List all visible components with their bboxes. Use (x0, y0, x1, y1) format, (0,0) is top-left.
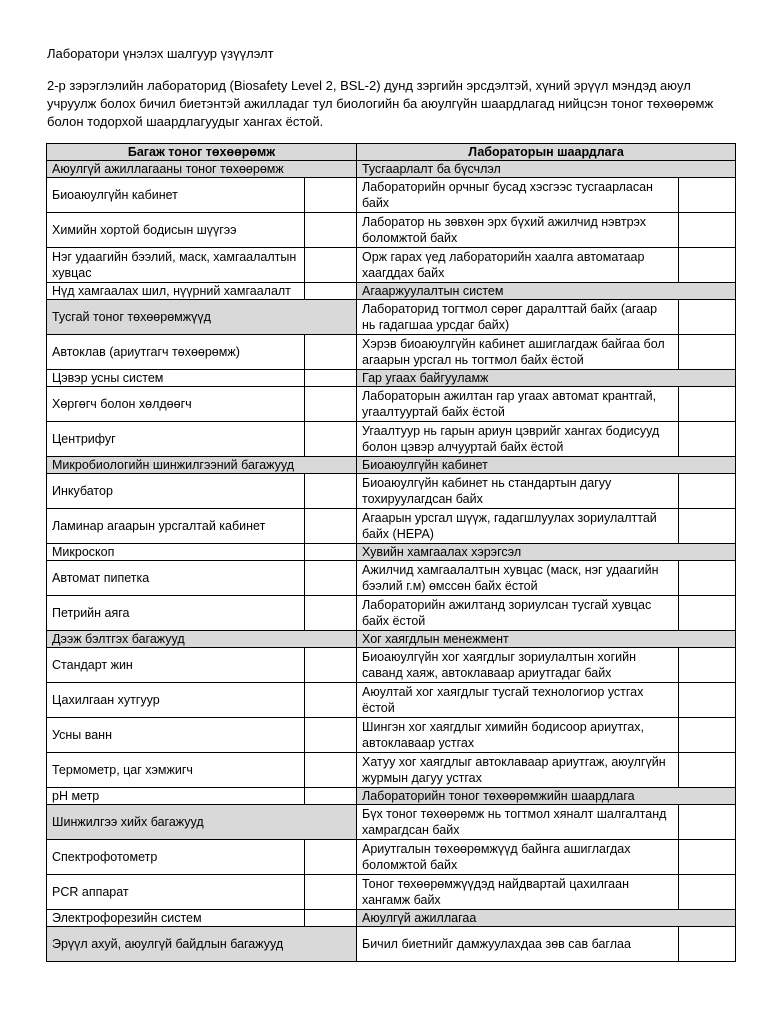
equipment-blank-cell (305, 910, 357, 927)
equipment-blank-cell (305, 474, 357, 509)
equipment-blank-cell (305, 422, 357, 457)
requirement-cell: Ариутгалын төхөөрөмжүүд байнга ашиглагдах боломжтой байх (357, 840, 679, 875)
requirement-cell: Лаборатор нь зөвхөн эрх бүхий ажилчид нэвтрэх боломжтой байх (357, 213, 679, 248)
equipment-section-cell: Эрүүл ахуй, аюулгүй байдлын багажууд (47, 927, 357, 962)
table-row (47, 387, 736, 422)
equipment-section-cell: Шинжилгээ хийх багажууд (47, 805, 357, 840)
table-row (47, 248, 736, 283)
requirement-blank-cell (679, 300, 736, 335)
equipment-cell: pH метр (47, 788, 305, 805)
equipment-blank-cell (305, 387, 357, 422)
table-row (47, 161, 736, 178)
table-row (47, 805, 736, 840)
requirement-blank-cell (679, 474, 736, 509)
requirement-blank-cell (679, 875, 736, 910)
table-row (47, 631, 736, 648)
requirement-cell: Хатуу хог хаягдлыг автоклаваар ариутгаж, аюулгүйн журмын дагуу устгах (357, 753, 679, 788)
table-row (47, 335, 736, 370)
requirement-blank-cell (679, 927, 736, 962)
requirement-cell: Бүх тоног төхөөрөмж нь тогтмол хяналт шалгалтанд хамрагдсан байх (357, 805, 679, 840)
equipment-cell: Электрофорезийн систем (47, 910, 305, 927)
equipment-blank-cell (305, 683, 357, 718)
equipment-cell: Центрифуг (47, 422, 305, 457)
equipment-cell: Термометр, цаг хэмжигч (47, 753, 305, 788)
requirement-blank-cell (679, 805, 736, 840)
table-row (47, 927, 736, 962)
equipment-cell: Инкубатор (47, 474, 305, 509)
requirement-blank-cell (679, 422, 736, 457)
equipment-section-cell: Тусгай тоног төхөөрөмжүүд (47, 300, 357, 335)
requirements-table (46, 143, 736, 962)
requirement-blank-cell (679, 387, 736, 422)
requirement-cell: Ажилчид хамгаалалтын хувцас (маск, нэг удаагийн бээлий г.м) өмссөн байх ёстой (357, 561, 679, 596)
table-row (47, 509, 736, 544)
equipment-cell: Биоаюулгүйн кабинет (47, 178, 305, 213)
table-row (47, 457, 736, 474)
equipment-blank-cell (305, 718, 357, 753)
requirement-section-cell: Хог хаягдлын менежмент (357, 631, 736, 648)
equipment-cell: Нэг удаагийн бээлий, маск, хамгаалалтын хувцас (47, 248, 305, 283)
equipment-cell: Микроскоп (47, 544, 305, 561)
equipment-blank-cell (305, 509, 357, 544)
requirement-section-cell: Лабораторийн тоног төхөөрөмжийн шаардлага (357, 788, 736, 805)
header-requirements: Лабораторын шаардлага (357, 144, 736, 161)
requirement-cell: Бичил биетнийг дамжуулахдаа зөв сав баглаа (357, 927, 679, 962)
equipment-blank-cell (305, 335, 357, 370)
table-row (47, 875, 736, 910)
equipment-blank-cell (305, 648, 357, 683)
equipment-cell: Нүд хамгаалах шил, нүүрний хамгаалалт (47, 283, 305, 300)
requirement-blank-cell (679, 335, 736, 370)
table-row (47, 178, 736, 213)
table-row (47, 910, 736, 927)
table-row (47, 544, 736, 561)
requirement-cell: Лабораторид тогтмол сөрөг даралттай байх (агаар нь гадагшаа урсдаг байх) (357, 300, 679, 335)
table-header-row (47, 144, 736, 161)
equipment-blank-cell (305, 248, 357, 283)
requirement-section-cell: Гар угаах байгууламж (357, 370, 736, 387)
header-equipment: Багаж тоног төхөөрөмж (47, 144, 357, 161)
equipment-blank-cell (305, 753, 357, 788)
equipment-cell: Ламинар агаарын урсгалтай кабинет (47, 509, 305, 544)
equipment-cell: Цэвэр усны систем (47, 370, 305, 387)
equipment-blank-cell (305, 283, 357, 300)
page-title: Лаборатори үнэлэх шалгуур үзүүлэлт (47, 46, 274, 61)
requirement-blank-cell (679, 248, 736, 283)
table-row (47, 300, 736, 335)
requirement-blank-cell (679, 753, 736, 788)
table-row (47, 788, 736, 805)
equipment-cell: PCR аппарат (47, 875, 305, 910)
requirement-blank-cell (679, 509, 736, 544)
equipment-blank-cell (305, 596, 357, 631)
equipment-blank-cell (305, 370, 357, 387)
equipment-cell: Цахилгаан хутгуур (47, 683, 305, 718)
table-row (47, 213, 736, 248)
table-row (47, 422, 736, 457)
equipment-cell: Химийн хортой бодисын шүүгээ (47, 213, 305, 248)
requirement-section-cell: Тусгаарлалт ба бүсчлэл (357, 161, 736, 178)
requirement-blank-cell (679, 840, 736, 875)
table-row (47, 283, 736, 300)
table-row (47, 561, 736, 596)
equipment-cell: Петрийн аяга (47, 596, 305, 631)
table-row (47, 718, 736, 753)
equipment-section-cell: Дээж бэлтгэх багажууд (47, 631, 357, 648)
equipment-section-cell: Микробиологийн шинжилгээний багажууд (47, 457, 357, 474)
equipment-cell: Автоклав (ариутгагч төхөөрөмж) (47, 335, 305, 370)
table-row (47, 648, 736, 683)
requirement-blank-cell (679, 178, 736, 213)
table-row (47, 840, 736, 875)
requirement-blank-cell (679, 561, 736, 596)
requirement-cell: Тоног төхөөрөмжүүдэд найдвартай цахилгаан хангамж байх (357, 875, 679, 910)
equipment-cell: Спектрофотометр (47, 840, 305, 875)
requirement-cell: Аюултай хог хаягдлыг тусгай технологиор устгах ёстой (357, 683, 679, 718)
requirement-blank-cell (679, 648, 736, 683)
equipment-cell: Стандарт жин (47, 648, 305, 683)
requirement-cell: Лабораторийн орчныг бусад хэсгээс тусгаарласан байх (357, 178, 679, 213)
equipment-blank-cell (305, 840, 357, 875)
requirement-cell: Орж гарах үед лабораторийн хаалга автоматаар хаагддах байх (357, 248, 679, 283)
equipment-blank-cell (305, 561, 357, 596)
table-row (47, 596, 736, 631)
requirement-section-cell: Аюулгүй ажиллагаа (357, 910, 736, 927)
requirement-cell: Биоаюулгүйн хог хаягдлыг зориулалтын хогийн саванд хаяж, автоклаваар ариутгадаг байх (357, 648, 679, 683)
equipment-blank-cell (305, 788, 357, 805)
requirement-cell: Лабораторийн ажилтанд зориулсан тусгай хувцас байх ёстой (357, 596, 679, 631)
equipment-cell: Хөргөгч болон хөлдөөгч (47, 387, 305, 422)
requirement-cell: Хэрэв биоаюулгүйн кабинет ашиглагдаж байгаа бол агаарын урсгал нь тогтмол байх ёстой (357, 335, 679, 370)
table-row (47, 753, 736, 788)
requirement-blank-cell (679, 596, 736, 631)
requirement-cell: Шингэн хог хаягдлыг химийн бодисоор ариутгах, автоклаваар устгах (357, 718, 679, 753)
equipment-blank-cell (305, 213, 357, 248)
table-row (47, 683, 736, 718)
intro-paragraph: 2-р зэрэглэлийн лабораторид (Biosafety Level 2, BSL-2) дунд зэргийн эрсдэлтэй, хүний эрүүл мэндэд аюул учруулж болох бичил биетэнтэй ажилладаг тул биологийн ба аюулгүйн шаардлагад нийцсэн тоног төхөөрөмж болон тодорхой шаардлагуудыг хангах ёстой. (47, 78, 714, 129)
requirement-section-cell: Биоаюулгүйн кабинет (357, 457, 736, 474)
requirement-section-cell: Хувийн хамгаалах хэрэгсэл (357, 544, 736, 561)
requirement-cell: Агаарын урсгал шүүж, гадагшлуулах зориулалттай байх (HEPA) (357, 509, 679, 544)
requirement-cell: Лабораторын ажилтан гар угаах автомат крантгай, угаалтууртай байх ёстой (357, 387, 679, 422)
equipment-cell: Усны ванн (47, 718, 305, 753)
table-row (47, 370, 736, 387)
requirement-blank-cell (679, 683, 736, 718)
requirement-blank-cell (679, 213, 736, 248)
requirement-section-cell: Агааржуулалтын систем (357, 283, 736, 300)
requirement-cell: Биоаюулгүйн кабинет нь стандартын дагуу тохируулагдсан байх (357, 474, 679, 509)
table-row (47, 474, 736, 509)
equipment-cell: Автомат пипетка (47, 561, 305, 596)
equipment-section-cell: Аюулгүй ажиллагааны тоног төхөөрөмж (47, 161, 357, 178)
equipment-blank-cell (305, 875, 357, 910)
equipment-blank-cell (305, 544, 357, 561)
equipment-blank-cell (305, 178, 357, 213)
requirement-cell: Угаалтуур нь гарын ариун цэврийг хангах бодисууд болон цэвэр алчууртай байх ёстой (357, 422, 679, 457)
requirement-blank-cell (679, 718, 736, 753)
